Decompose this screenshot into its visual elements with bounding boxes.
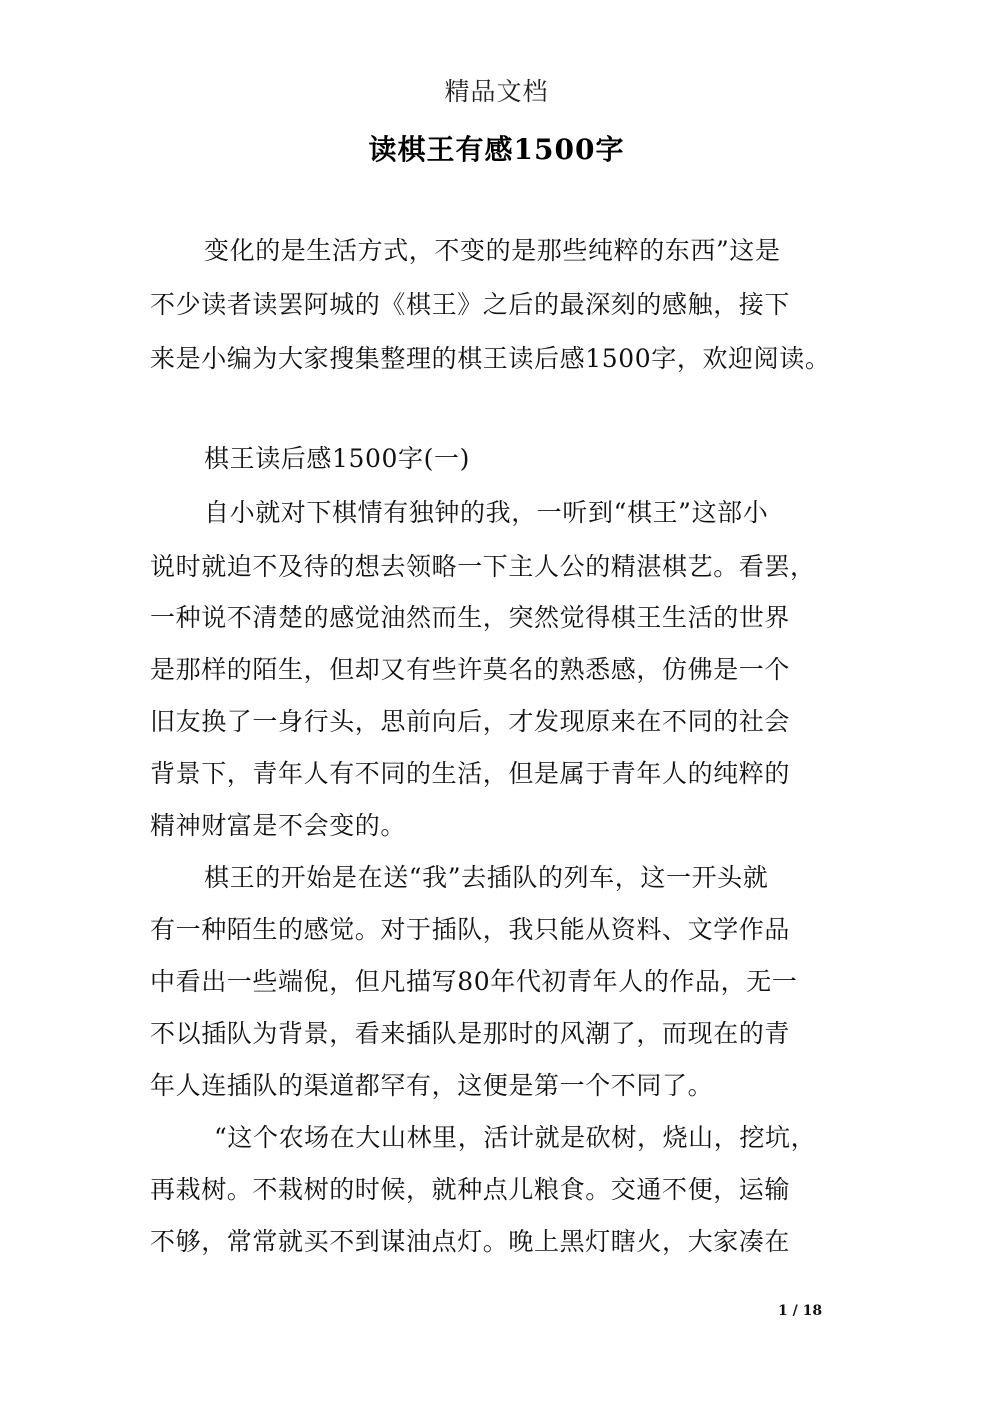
text-line: 中看出一些端倪，但凡描写80年代初青年人的作品，无一 [150,967,798,996]
text-line: 自小就对下棋情有独钟的我，一听到“棋王”这部小 [204,498,769,527]
page-header: 精品文档 [444,77,549,106]
text-line: “这个农场在大山林里，活计就是砍树，烧山，挖坑， [214,1123,817,1152]
text-line: 再栽树。不栽树的时候，就种点儿粮食。交通不便，运输 [150,1175,791,1204]
text-line: 是那样的陌生，但却又有些许莫名的熟悉感，仿佛是一个 [150,655,791,684]
text-line: 旧友换了一身行头，思前向后，才发现原来在不同的社会 [150,707,791,736]
text-line: 不够，常常就买不到谋油点灯。晚上黑灯瞎火，大家凑在 [150,1227,791,1256]
section-heading: 棋王读后感1500字(一) [204,444,470,473]
text-line: 不少读者读罢阿城的《棋王》之后的最深刻的感触，接下 [150,290,791,319]
document-title: 读棋王有感1500字 [368,133,625,166]
text-line: 棋王的开始是在送“我”去插队的列车，这一开头就 [204,863,769,892]
text-line: 有一种陌生的感觉。对于插队，我只能从资料、文学作品 [150,915,791,944]
text-line: 来是小编为大家搜集整理的棋王读后感1500字，欢迎阅读。 [150,344,831,373]
text-line: 背景下，青年人有不同的生活，但是属于青年人的纯粹的 [150,759,791,788]
text-line: 不以插队为背景，看来插队是那时的风潮了，而现在的青 [150,1019,791,1048]
text-line: 年人连插队的渠道都罕有，这便是第一个不同了。 [150,1071,714,1100]
text-line: 精神财富是不会变的。 [150,811,407,840]
text-line: 一种说不清楚的感觉油然而生，突然觉得棋王生活的世界 [150,603,791,632]
text-line: 变化的是生活方式，不变的是那些纯粹的东西”这是 [204,236,781,265]
text-line: 说时就迫不及待的想去领略一下主人公的精湛棋艺。看罢， [150,552,816,581]
page-indicator: 1 / 18 [778,1303,823,1319]
